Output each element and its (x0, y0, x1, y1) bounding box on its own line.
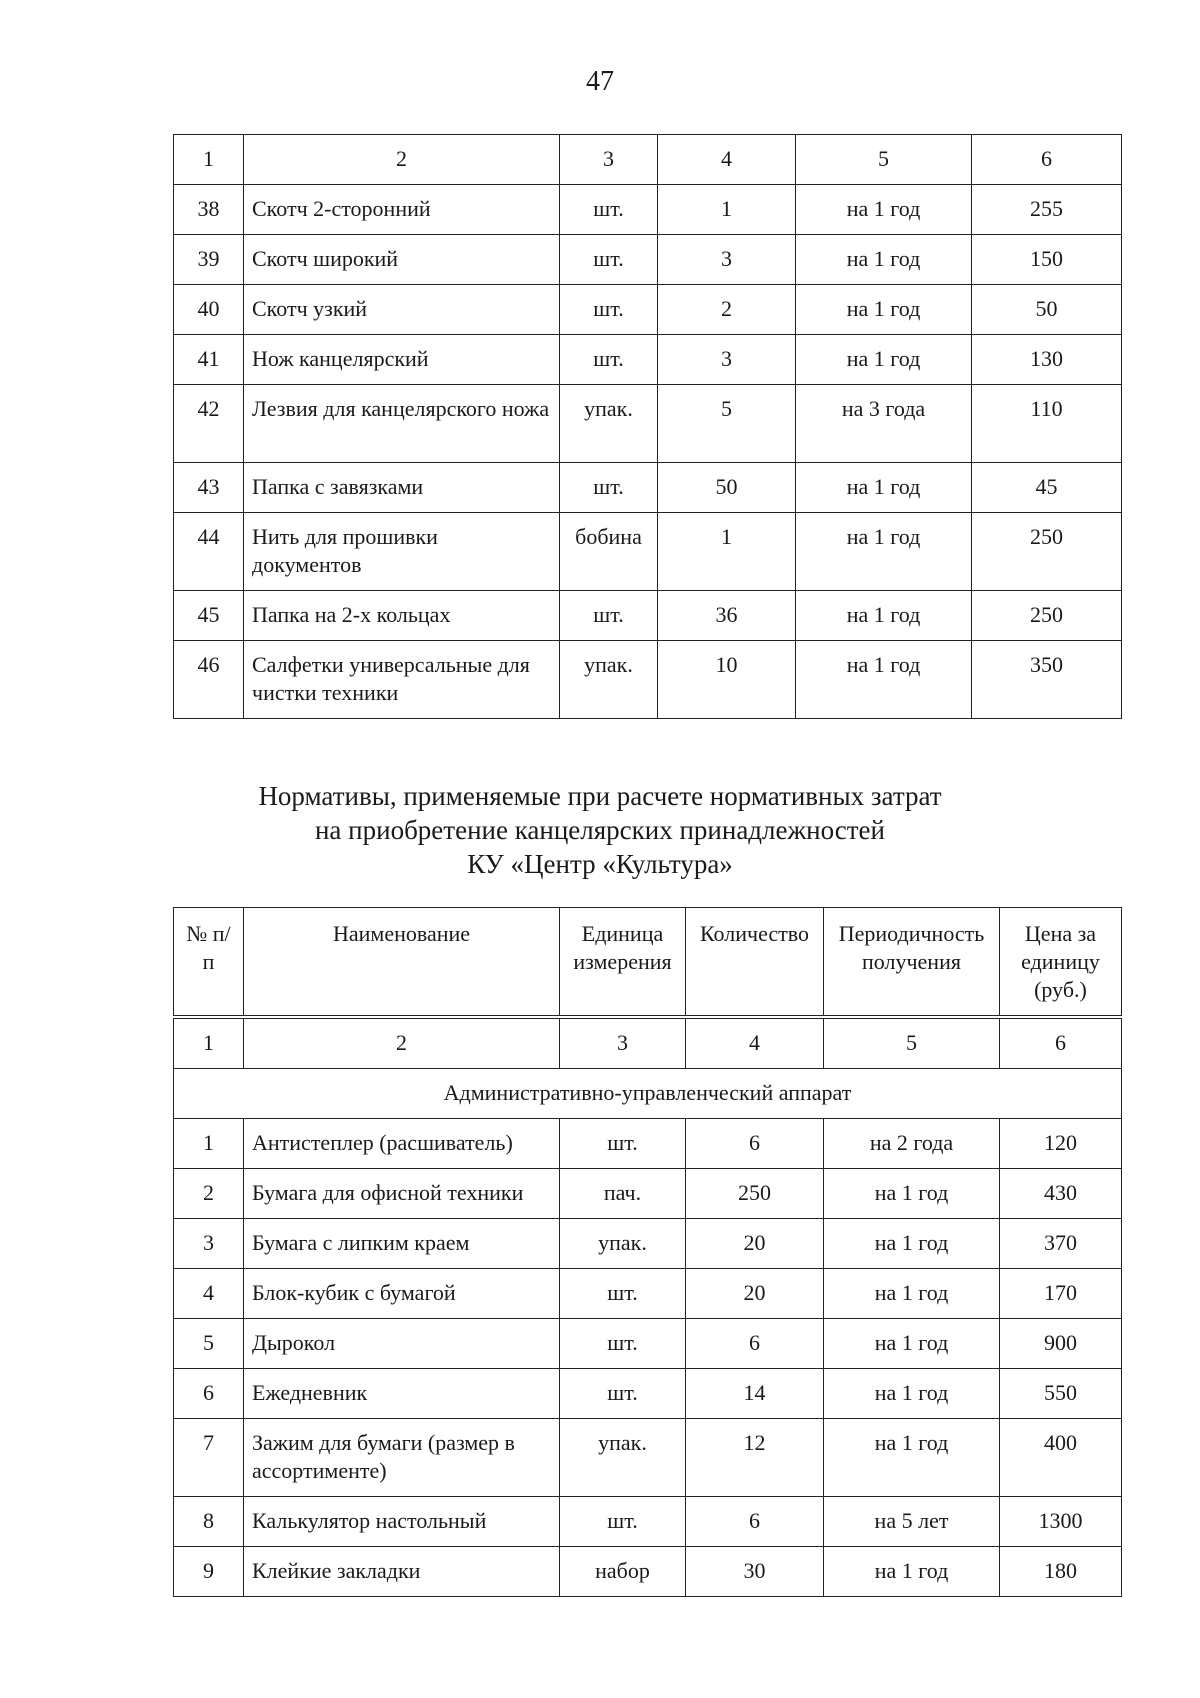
item-price: 180 (1000, 1547, 1122, 1597)
item-period: на 2 года (824, 1119, 1000, 1169)
row-number: 6 (174, 1369, 244, 1419)
item-period: на 1 год (796, 185, 972, 235)
table-row (174, 641, 1122, 719)
item-price: 250 (972, 591, 1122, 641)
col-number: 3 (560, 1019, 686, 1069)
item-quantity: 20 (686, 1219, 824, 1269)
item-price: 430 (1000, 1169, 1122, 1219)
item-unit: упак. (560, 641, 658, 719)
col-number: 2 (244, 1019, 560, 1069)
item-period: на 1 год (824, 1369, 1000, 1419)
item-period: на 1 год (796, 463, 972, 513)
item-unit: шт. (560, 1119, 686, 1169)
item-unit: шт. (560, 463, 658, 513)
item-name: Дырокол (244, 1319, 560, 1369)
item-period: на 1 год (796, 641, 972, 719)
item-period: на 3 года (796, 385, 972, 463)
table-row (174, 513, 1122, 591)
row-number: 38 (174, 185, 244, 235)
item-price: 250 (972, 513, 1122, 591)
item-unit: бобина (560, 513, 658, 591)
item-period: на 1 год (796, 513, 972, 591)
row-number: 3 (174, 1219, 244, 1269)
title-line-2: на приобретение канцелярских принадлежностей (314, 815, 885, 845)
item-unit: шт. (560, 1319, 686, 1369)
col-number: 2 (244, 135, 560, 185)
col-number: 6 (972, 135, 1122, 185)
item-price: 50 (972, 285, 1122, 335)
item-unit: шт. (560, 335, 658, 385)
col-number: 1 (174, 1019, 244, 1069)
item-quantity: 250 (686, 1169, 824, 1219)
item-quantity: 2 (658, 285, 796, 335)
col-number: 5 (796, 135, 972, 185)
item-name: Нож канцелярский (244, 335, 560, 385)
item-period: на 1 год (824, 1219, 1000, 1269)
item-price: 900 (1000, 1319, 1122, 1369)
item-price: 170 (1000, 1269, 1122, 1319)
item-name: Салфетки универсальные для чистки техники (244, 641, 560, 719)
item-quantity: 50 (658, 463, 796, 513)
section-label: Административно-управленческий аппарат (174, 1069, 1122, 1119)
item-period: на 1 год (796, 235, 972, 285)
table1-body (174, 135, 1122, 719)
col-number: 4 (658, 135, 796, 185)
item-name: Нить для прошивки документов (244, 513, 560, 591)
item-quantity: 6 (686, 1497, 824, 1547)
item-period: на 1 год (796, 335, 972, 385)
item-quantity: 5 (658, 385, 796, 463)
table-row (174, 463, 1122, 513)
table-header-numbers (174, 135, 1122, 185)
section-row (174, 1069, 1122, 1119)
row-number: 1 (174, 1119, 244, 1169)
col-number: 1 (174, 135, 244, 185)
supplies-table-continued (173, 134, 1122, 719)
row-number: 46 (174, 641, 244, 719)
table-row (174, 1547, 1122, 1597)
column-header-num: № п/п (174, 908, 244, 1016)
item-unit: шт. (560, 1369, 686, 1419)
item-period: на 1 год (824, 1419, 1000, 1497)
column-header-price: Цена за единицу (руб.) (1000, 908, 1122, 1016)
item-period: на 1 год (824, 1319, 1000, 1369)
row-number: 5 (174, 1319, 244, 1369)
table-row (174, 1319, 1122, 1369)
item-name: Лезвия для канцелярского ножа (244, 385, 560, 463)
section-title (0, 779, 1200, 881)
item-price: 110 (972, 385, 1122, 463)
table-row (174, 1219, 1122, 1269)
item-name: Папка на 2-х кольцах (244, 591, 560, 641)
row-number: 39 (174, 235, 244, 285)
item-name: Калькулятор настольный (244, 1497, 560, 1547)
table-row (174, 385, 1122, 463)
row-number: 4 (174, 1269, 244, 1319)
item-period: на 1 год (796, 591, 972, 641)
item-price: 130 (972, 335, 1122, 385)
item-price: 400 (1000, 1419, 1122, 1497)
item-period: на 1 год (824, 1547, 1000, 1597)
item-name: Бумага с липким краем (244, 1219, 560, 1269)
table-header-numbers (174, 1019, 1122, 1069)
table-row (174, 185, 1122, 235)
item-period: на 1 год (796, 285, 972, 335)
column-header-qty: Количество (686, 908, 824, 1016)
item-quantity: 3 (658, 335, 796, 385)
table-row (174, 591, 1122, 641)
item-quantity: 1 (658, 513, 796, 591)
item-unit: шт. (560, 235, 658, 285)
item-period: на 1 год (824, 1169, 1000, 1219)
table-row (174, 1419, 1122, 1497)
item-unit: шт. (560, 185, 658, 235)
item-name: Скотч широкий (244, 235, 560, 285)
item-unit: шт. (560, 1269, 686, 1319)
table-row (174, 1369, 1122, 1419)
item-unit: пач. (560, 1169, 686, 1219)
item-quantity: 30 (686, 1547, 824, 1597)
item-name: Скотч 2-сторонний (244, 185, 560, 235)
item-unit: шт. (560, 285, 658, 335)
row-number: 43 (174, 463, 244, 513)
item-unit: упак. (560, 1419, 686, 1497)
row-number: 45 (174, 591, 244, 641)
norms-table (173, 1018, 1122, 1597)
item-price: 120 (1000, 1119, 1122, 1169)
item-name: Папка с завязками (244, 463, 560, 513)
item-quantity: 14 (686, 1369, 824, 1419)
item-unit: шт. (560, 591, 658, 641)
table-row (174, 335, 1122, 385)
item-quantity: 20 (686, 1269, 824, 1319)
item-name: Бумага для офисной техники (244, 1169, 560, 1219)
item-price: 1300 (1000, 1497, 1122, 1547)
item-period: на 1 год (824, 1269, 1000, 1319)
item-quantity: 6 (686, 1119, 824, 1169)
row-number: 7 (174, 1419, 244, 1497)
table-row (174, 285, 1122, 335)
row-number: 41 (174, 335, 244, 385)
item-price: 370 (1000, 1219, 1122, 1269)
item-name: Антистеплер (расшиватель) (244, 1119, 560, 1169)
column-header-period: Периодичность получения (824, 908, 1000, 1016)
title-line-1: Нормативы, применяемые при расчете нормативных затрат (258, 781, 942, 811)
table-row (174, 1269, 1122, 1319)
item-unit: упак. (560, 385, 658, 463)
item-name: Зажим для бумаги (размер в ассортименте) (244, 1419, 560, 1497)
row-number: 42 (174, 385, 244, 463)
item-quantity: 1 (658, 185, 796, 235)
item-period: на 5 лет (824, 1497, 1000, 1547)
item-price: 350 (972, 641, 1122, 719)
col-number: 3 (560, 135, 658, 185)
item-unit: шт. (560, 1497, 686, 1547)
column-header-unit: Единица измерения (560, 908, 686, 1016)
table2-body (174, 1019, 1122, 1597)
item-price: 150 (972, 235, 1122, 285)
row-number: 9 (174, 1547, 244, 1597)
item-quantity: 3 (658, 235, 796, 285)
table-row (174, 1119, 1122, 1169)
table-row (174, 1169, 1122, 1219)
table-row (174, 1497, 1122, 1547)
item-price: 45 (972, 463, 1122, 513)
norms-table-header (173, 907, 1122, 1016)
col-number: 6 (1000, 1019, 1122, 1069)
item-price: 550 (1000, 1369, 1122, 1419)
item-name: Блок-кубик с бумагой (244, 1269, 560, 1319)
row-number: 8 (174, 1497, 244, 1547)
item-quantity: 36 (658, 591, 796, 641)
row-number: 40 (174, 285, 244, 335)
item-unit: упак. (560, 1219, 686, 1269)
item-quantity: 12 (686, 1419, 824, 1497)
item-quantity: 10 (658, 641, 796, 719)
item-quantity: 6 (686, 1319, 824, 1369)
item-name: Скотч узкий (244, 285, 560, 335)
page-number: 47 (586, 66, 614, 97)
item-name: Ежедневник (244, 1369, 560, 1419)
item-unit: набор (560, 1547, 686, 1597)
table-row (174, 235, 1122, 285)
item-price: 255 (972, 185, 1122, 235)
col-number: 4 (686, 1019, 824, 1069)
row-number: 44 (174, 513, 244, 591)
title-line-3: КУ «Центр «Культура» (467, 849, 733, 879)
item-name: Клейкие закладки (244, 1547, 560, 1597)
column-header-name: Наименование (244, 908, 560, 1016)
row-number: 2 (174, 1169, 244, 1219)
col-number: 5 (824, 1019, 1000, 1069)
